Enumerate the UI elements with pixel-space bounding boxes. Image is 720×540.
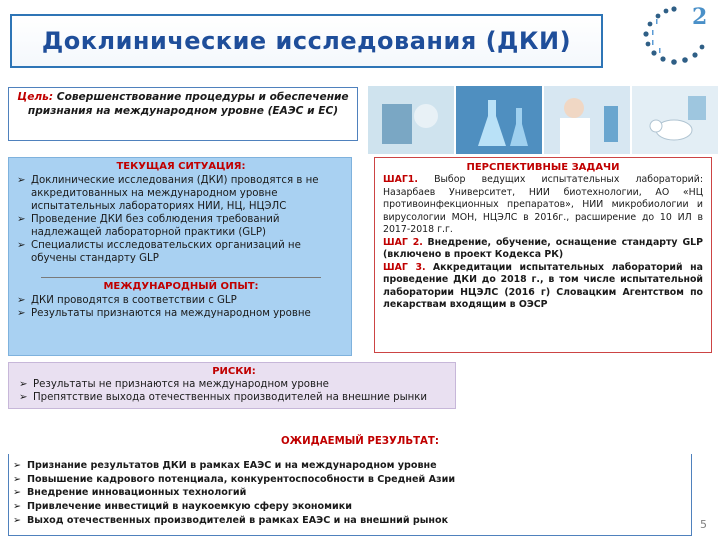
expected-result-panel (8, 454, 692, 536)
step-1-label: ШАГ1. (383, 174, 418, 186)
step-3 (383, 262, 703, 312)
goal-label: Цель: (17, 91, 54, 103)
laboratory-photos (368, 86, 718, 154)
risks-heading: РИСКИ: (212, 366, 256, 377)
list-item: ➢ Выход отечественных производителей в рамках ЕАЭС и на внешний рынок (13, 514, 449, 526)
prospective-tasks-heading: ПЕРСПЕКТИВНЫЕ ЗАДАЧИ (466, 162, 620, 173)
step-2 (383, 237, 703, 262)
arrow-bullet-icon: ➢ (17, 174, 26, 186)
arrow-bullet-icon: ➢ (13, 514, 22, 526)
arrow-bullet-icon: ➢ (19, 392, 28, 404)
arrow-bullet-icon: ➢ (19, 379, 28, 390)
arrow-bullet-icon: ➢ (17, 240, 26, 252)
arrow-bullet-icon: ➢ (17, 213, 26, 225)
step-1-text: Выбор ведущих испытательных лабораторий: Назарбаев Университет, НИИ биотехнологии, АО «НЦ противоинфекционных препаратов», НИИ микробиологии и вирусологии МОН, НЦЭЛС в 2016г., расширение до 10 ИЛ в 2017-2018 г.г. (383, 174, 703, 236)
list-item: ➢ Привлечение инвестиций в наукоемкую сферу экономики (13, 501, 352, 513)
risks-panel (8, 362, 456, 409)
page-number: 5 (700, 518, 707, 531)
arrow-bullet-icon: ➢ (17, 294, 26, 306)
expected-result-list (13, 459, 685, 528)
divider (41, 277, 321, 278)
risks-list (19, 378, 449, 405)
list-item: ➢ Специалисты исследовательских организаций не обучены стандарту GLP (17, 240, 301, 265)
list-item: ➢ Доклинические исследования (ДКИ) проводятся в не аккредитованных на международном уровне испытательных лабораториях НИИ, НЦ, НЦЭЛС (17, 174, 319, 212)
current-situation-heading: ТЕКУЩАЯ СИТУАЦИЯ: (116, 161, 246, 172)
list-item: ➢ Повышение кадрового потенциала, конкурентоспособности в Средней Азии (13, 473, 456, 485)
arrow-bullet-icon: ➢ (13, 487, 22, 499)
step-2-text: Внедрение, обучение, оснащение стандарту GLP (включено в проект Кодекса РК) (383, 236, 704, 261)
logo-number: 2 (692, 4, 708, 30)
current-situation-panel (8, 157, 352, 356)
step-2-label: ШАГ 2. (383, 236, 423, 248)
arrow-bullet-icon: ➢ (13, 473, 22, 485)
step-3-text: Аккредитации испытательных лабораторий на проведение ДКИ до 2018 г., в том числе испытательной лаборатории НЦЭЛС (2016 г) Словацким Агентством по лекарствам входящим в ОЭСР (383, 261, 703, 311)
step-1 (383, 174, 703, 237)
list-item: ➢ Признание результатов ДКИ в рамках ЕАЭС и на международном уровне (13, 460, 437, 471)
expected-result-heading: ОЖИДАЕМЫЙ РЕЗУЛЬТАТ: (281, 436, 439, 447)
list-item: ➢ Результаты не признаются на международном уровне (19, 379, 329, 390)
list-item: ➢ Проведение ДКИ без соблюдения требований надлежащей лабораторной практики (GLP) (17, 213, 280, 238)
strategy-logo (636, 2, 714, 68)
arrow-bullet-icon: ➢ (13, 501, 22, 513)
step-3-label: ШАГ 3. (383, 261, 426, 273)
list-item: ➢ ДКИ проводятся в соответствии с GLP (17, 294, 237, 306)
goal-box (8, 87, 358, 141)
goal-text: Совершенствование процедуры и обеспечение признания на международном уровне (ЕАЭС и ЕС) (27, 91, 349, 117)
international-experience-list (17, 294, 345, 320)
arrow-bullet-icon: ➢ (17, 307, 26, 319)
list-item: ➢ Результаты признаются на международном уровне (17, 307, 311, 319)
current-situation-list (17, 174, 345, 265)
page-title: Доклинические исследования (ДКИ) (41, 27, 572, 55)
prospective-tasks-panel (374, 157, 712, 353)
international-experience-heading: МЕЖДУНАРОДНЫЙ ОПЫТ: (103, 281, 259, 293)
list-item: ➢ Препятствие выхода отечественных производителей на внешние рынки (19, 392, 428, 404)
list-item: ➢ Внедрение инновационных технологий (13, 487, 247, 499)
arrow-bullet-icon: ➢ (13, 460, 22, 471)
